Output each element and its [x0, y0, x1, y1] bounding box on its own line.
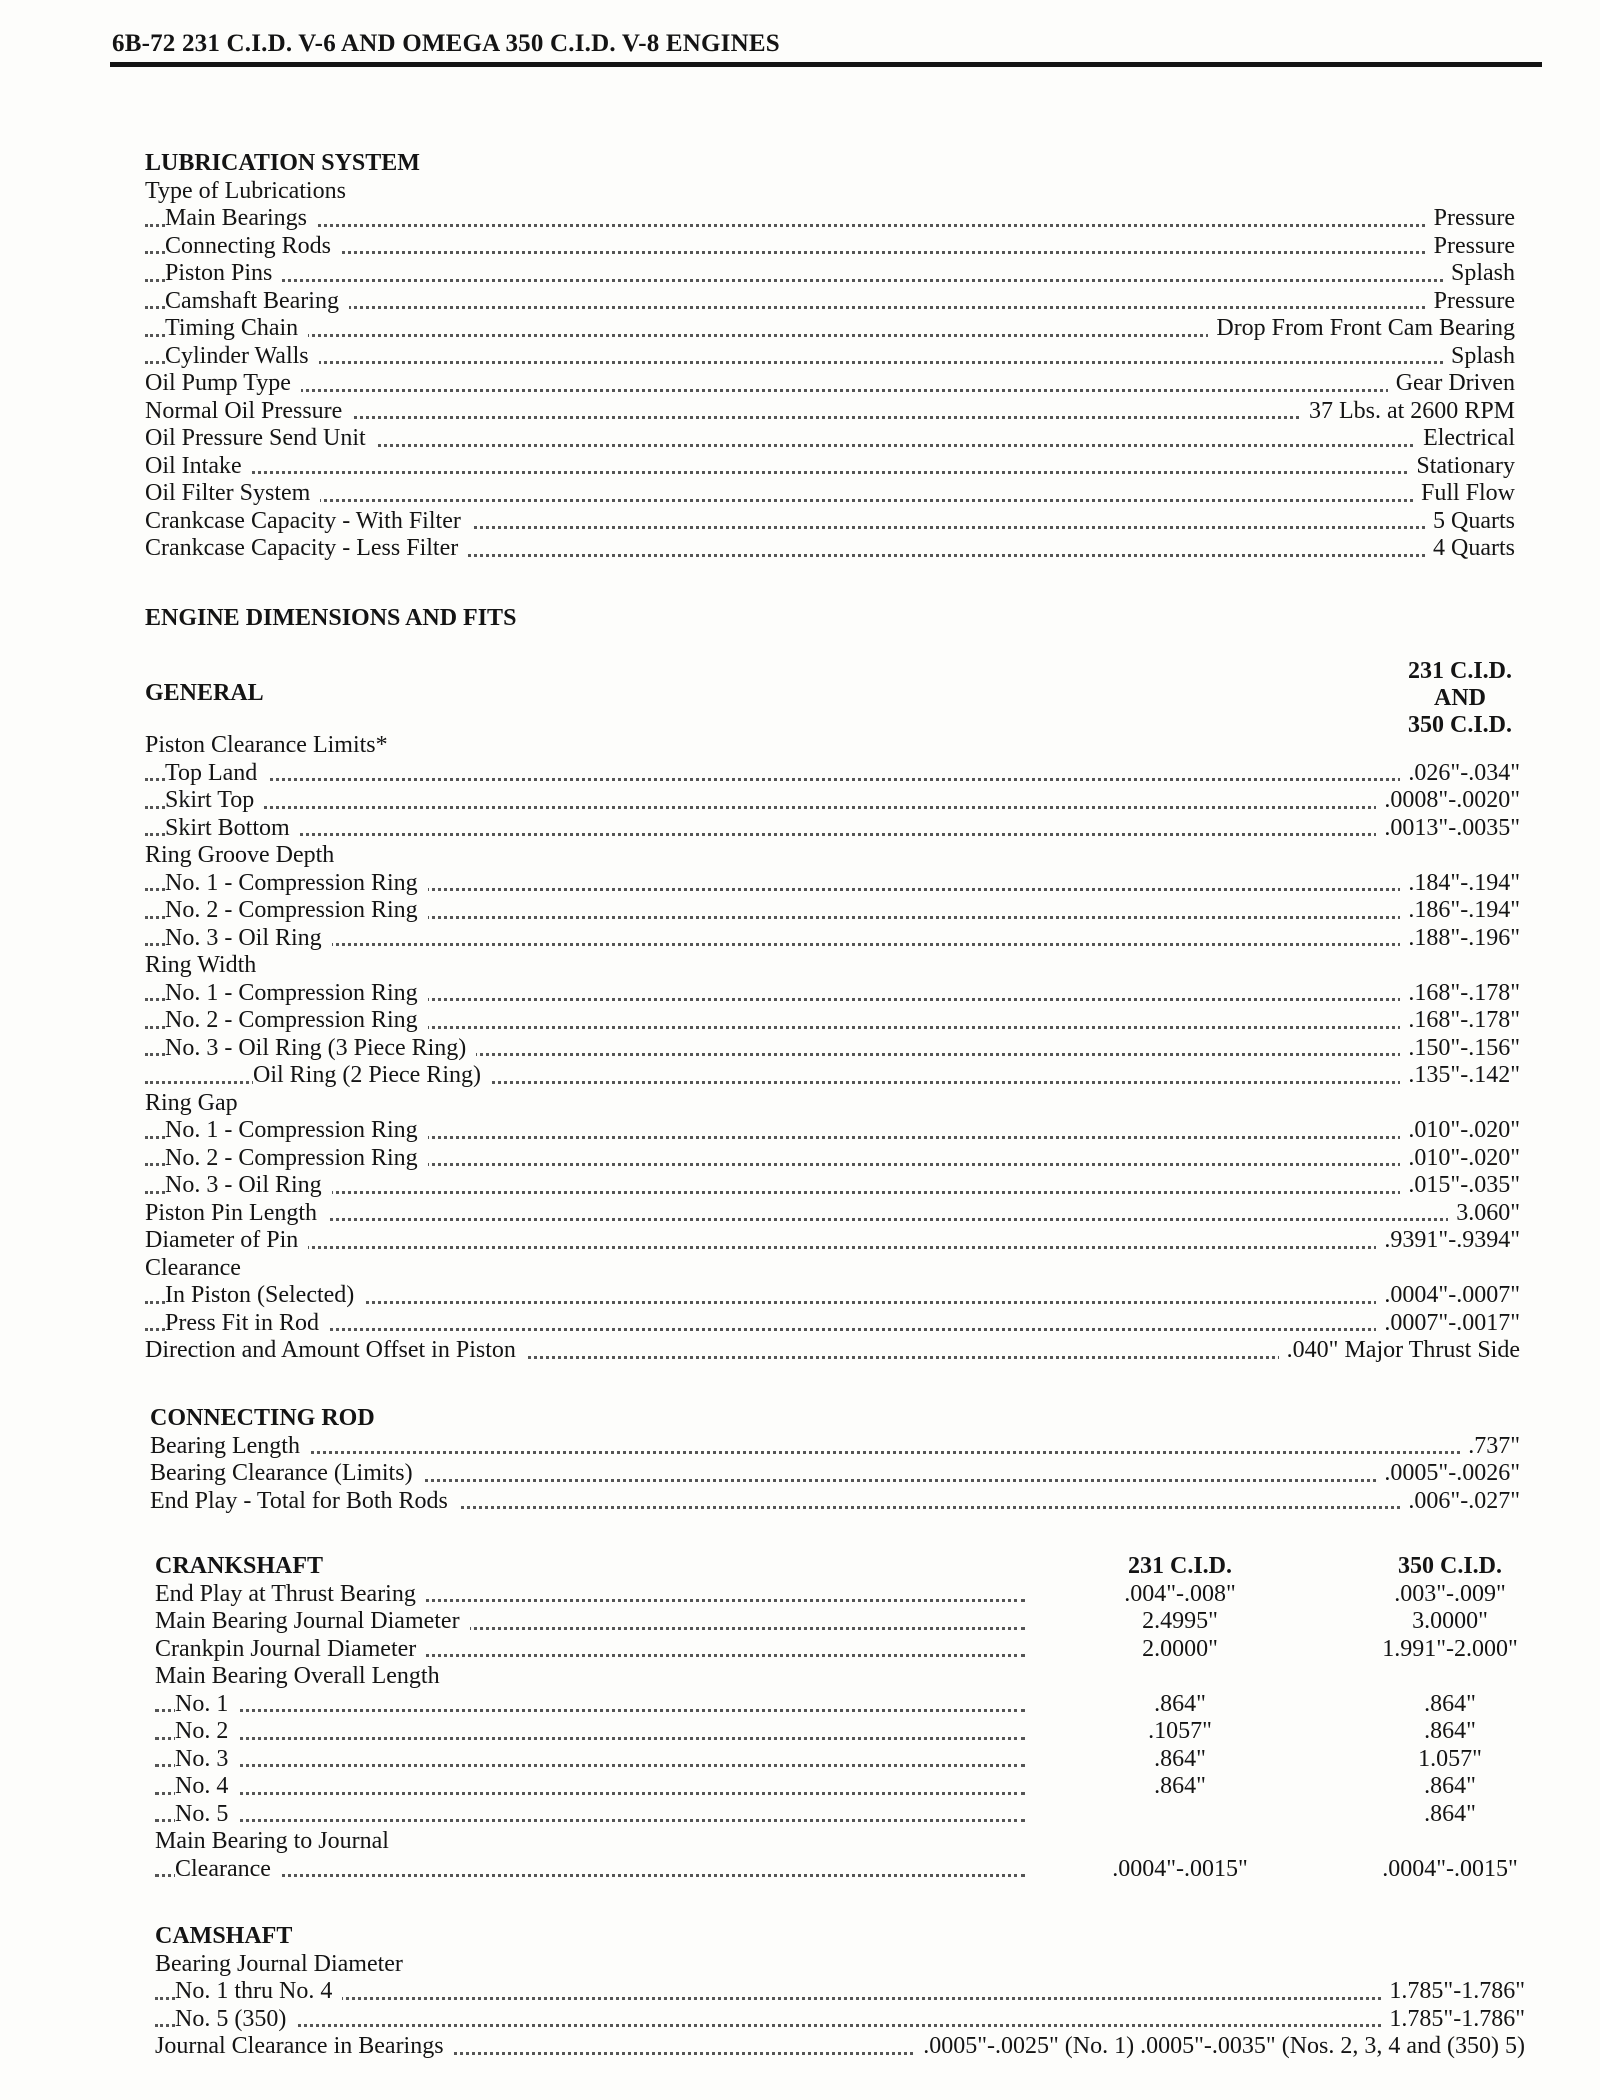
spec-row: Crankpin Journal Diameter 2.0000" 1.991"-2.000" [155, 1635, 1518, 1662]
spec-row: End Play - Total for Both Rods .006"-.027" [150, 1487, 1520, 1514]
spec-row: Crankcase Capacity - With Filter 5 Quarts [145, 507, 1515, 534]
section-title: CAMSHAFT [155, 1923, 1525, 1951]
spec-row: Cylinder Walls Splash [145, 343, 1515, 371]
spec-row: Crankcase Capacity - Less Filter 4 Quarts [145, 535, 1515, 561]
camshaft-section [155, 1923, 1525, 2061]
spec-row: Connecting Rods Pressure [145, 233, 1515, 261]
column-heading-350: 350 C.I.D. [1397, 1553, 1502, 1579]
spec-row: Diameter of Pin .9391"-.9394" [145, 1227, 1520, 1253]
spec-row: No. 3 .864" 1.057" [155, 1746, 1520, 1774]
spec-row: No. 1 .864" .864" [155, 1691, 1520, 1719]
general-title: GENERAL [145, 680, 264, 706]
spec-row: Skirt Bottom .0013"-.0035" [145, 815, 1520, 843]
spec-row: No. 4 .864" .864" [155, 1773, 1520, 1801]
section-title: CONNECTING ROD [150, 1405, 1520, 1433]
spec-row: No. 3 - Oil Ring (3 Piece Ring) .150"-.156" [145, 1035, 1520, 1063]
subsection-label: Piston Clearance Limits* [145, 732, 1520, 760]
header-rule [110, 62, 1542, 67]
spec-row: Skirt Top .0008"-.0020" [145, 787, 1520, 815]
subsection-label: Ring Width [145, 952, 1520, 980]
spec-row: No. 2 - Compression Ring .168"-.178" [145, 1007, 1520, 1035]
spec-row: No. 5 .864" [155, 1801, 1520, 1829]
section-title: CRANKSHAFT 231 C.I.D. 350 C.I.D. [155, 1553, 1520, 1581]
spec-row: No. 1 - Compression Ring .184"-.194" [145, 870, 1520, 898]
spec-row: Oil Ring (2 Piece Ring) .135"-.142" [145, 1062, 1520, 1090]
crankshaft-section [155, 1553, 1520, 1883]
subsection-label: Type of Lubrications [145, 178, 1515, 206]
connecting-rod-section [150, 1405, 1520, 1515]
spec-row: Press Fit in Rod .0007"-.0017" [145, 1310, 1520, 1338]
spec-row: Direction and Amount Offset in Piston .040" Major Thrust Side [145, 1337, 1520, 1363]
spec-row: Oil Pressure Send Unit Electrical [145, 425, 1515, 451]
lubrication-section [145, 150, 1515, 563]
spec-row: Oil Pump Type Gear Driven [145, 370, 1515, 396]
spec-row: Main Bearing Journal Diameter 2.4995" 3.0000" [155, 1608, 1488, 1634]
spec-row: Main Bearings Pressure [145, 205, 1515, 233]
section-title: LUBRICATION SYSTEM [145, 150, 1515, 178]
spec-row: No. 2 - Compression Ring .010"-.020" [145, 1145, 1520, 1173]
spec-row: Camshaft Bearing Pressure [145, 288, 1515, 316]
column-heading-231: 231 C.I.D. [1127, 1553, 1232, 1579]
spec-row: Top Land .026"-.034" [145, 760, 1520, 788]
subsection-label: Clearance [145, 1255, 1520, 1283]
spec-row: End Play at Thrust Bearing .004"-.008" .003"-.009" [155, 1580, 1506, 1607]
spec-row: Piston Pins Splash [145, 260, 1515, 288]
spec-row: Piston Pin Length 3.060" [145, 1199, 1520, 1226]
spec-row: Journal Clearance in Bearings .0005"-.0025" (No. 1) .0005"-.0035" (Nos. 2, 3, 4 and (350) 5) [155, 2033, 1525, 2059]
spec-row: No. 2 - Compression Ring .186"-.194" [145, 897, 1520, 925]
spec-row: Normal Oil Pressure 37 Lbs. at 2600 RPM [145, 397, 1515, 424]
page-header: 6B-72 231 C.I.D. V-6 AND OMEGA 350 C.I.D. V-8 ENGINES [112, 30, 780, 57]
column-heading: 231 C.I.D. AND 350 C.I.D. [1407, 658, 1512, 738]
spec-row: Clearance .0004"-.0015" .0004"-.0015" [155, 1856, 1520, 1884]
engine-dimensions-title: ENGINE DIMENSIONS AND FITS [145, 605, 517, 631]
spec-row: No. 3 - Oil Ring .188"-.196" [145, 925, 1520, 953]
spec-row: No. 2 .1057" .864" [155, 1718, 1520, 1746]
spec-row: No. 1 - Compression Ring .010"-.020" [145, 1117, 1520, 1145]
subsection-label: Main Bearing Overall Length [155, 1663, 1520, 1691]
spec-row: Timing Chain Drop From Front Cam Bearing [145, 315, 1515, 343]
spec-row: Oil Filter System Full Flow [145, 480, 1515, 506]
spec-row: In Piston (Selected) .0004"-.0007" [145, 1282, 1520, 1310]
subsection-label: Bearing Journal Diameter [155, 1951, 1525, 1979]
spec-row: No. 5 (350) 1.785"-1.786" [155, 2006, 1525, 2034]
spec-row: Bearing Clearance (Limits) .0005"-.0026" [150, 1460, 1520, 1486]
general-section [145, 732, 1520, 1365]
subsection-label: Ring Groove Depth [145, 842, 1520, 870]
spec-row: No. 1 thru No. 4 1.785"-1.786" [155, 1978, 1525, 2006]
spec-row: Bearing Length .737" [150, 1432, 1520, 1459]
spec-row: No. 1 - Compression Ring .168"-.178" [145, 980, 1520, 1008]
spec-row: Oil Intake Stationary [145, 452, 1515, 479]
subsection-label: Ring Gap [145, 1090, 1520, 1118]
subsection-label: Main Bearing to Journal [155, 1828, 1520, 1856]
spec-row: No. 3 - Oil Ring .015"-.035" [145, 1172, 1520, 1200]
